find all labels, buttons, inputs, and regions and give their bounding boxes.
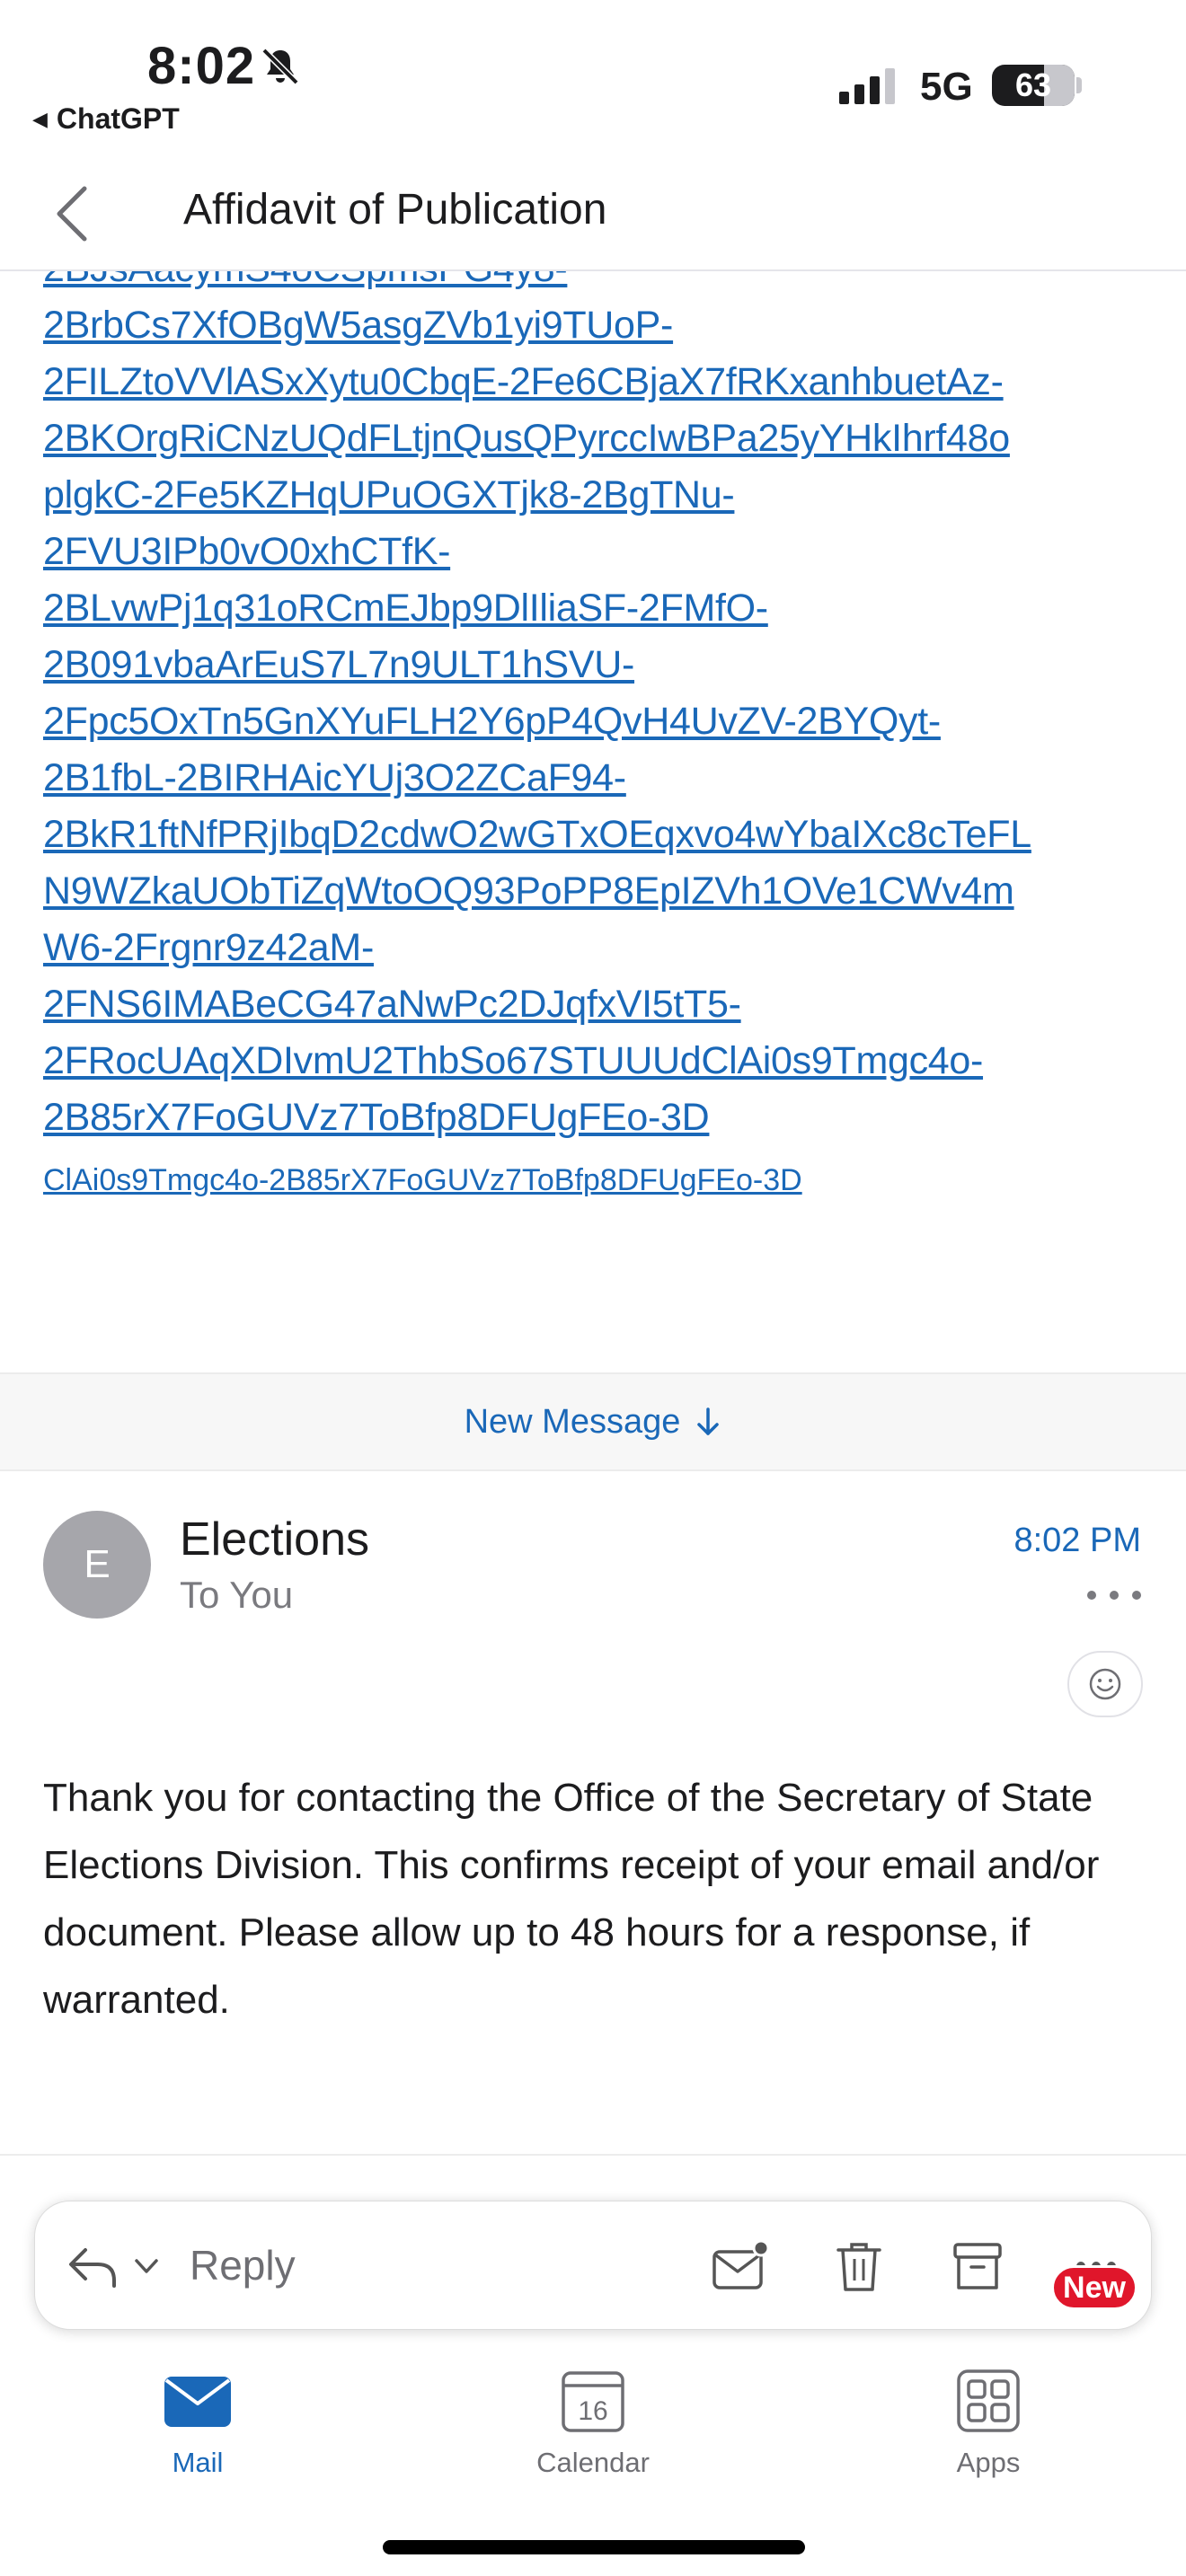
more-options-icon[interactable] — [1087, 1577, 1141, 1613]
network-label: 5G — [920, 65, 973, 109]
link-block — [43, 241, 1157, 1202]
link-line[interactable]: 2FILZtoVVlASxXytu0CbqE-2Fe6CBjaX7fRKxanhbuetAz- — [43, 360, 1004, 403]
new-message-button[interactable] — [0, 1372, 1186, 1471]
link-line[interactable]: 2Fpc5OxTn5GnXYuFLH2Y6pP4QvH4UvZV-2BYQyt- — [43, 700, 941, 743]
link-line[interactable]: 2FVU3IPb0vO0xhCTfK- — [43, 530, 451, 573]
divider — [0, 2154, 1186, 2156]
calendar-date: 16 — [578, 2396, 608, 2426]
bell-muted-icon — [259, 45, 302, 88]
status-time: 8:02 — [147, 37, 256, 95]
link-line[interactable]: W6-2Frgnr9z42aM- — [43, 926, 374, 969]
link-line[interactable]: plgkC-2Fe5KZHqUPuOGXTjk8-2BgTNu- — [43, 473, 735, 516]
link-line[interactable]: 2BrbCs7XfOBgW5asgZVb1yi9TUoP- — [43, 304, 674, 347]
new-badge[interactable]: New — [1051, 2265, 1137, 2310]
message-body: Thank you for contacting the Office of the Secretary of State Elections Division. This confirms receipt of your email and/or document. Please allow up to 48 hours for a response, if warranted. — [43, 1776, 1100, 2022]
back-triangle-icon: ◀ — [32, 107, 48, 130]
back-app-label: ChatGPT — [56, 102, 180, 135]
message-time: 8:02 PM — [1013, 1522, 1141, 1559]
link-line[interactable]: 2B1fbL-2BIRHAicYUj3O2ZCaF94- — [43, 756, 626, 799]
avatar-letter: E — [84, 1542, 111, 1586]
archive-icon[interactable] — [948, 2239, 1007, 2293]
link-line-small[interactable]: ClAi0s9Tmgc4o-2B85rX7FoGUVz7ToBfp8DFUgFEo-3D — [43, 1163, 802, 1197]
battery-tip — [1076, 77, 1082, 93]
link-line[interactable]: 2BLvwPj1q31oRCmEJbp9DlIliaSF-2FMfO- — [43, 587, 768, 630]
calendar-icon — [558, 2368, 628, 2434]
link-line[interactable]: 2BkR1ftNfPRjIbqD2cdwO2wGTxOEqxvo4wYbaIXc8cTeFL — [43, 813, 1031, 856]
smiley-icon — [1088, 1667, 1122, 1701]
recipient-line[interactable]: To You — [180, 1574, 294, 1616]
link-line[interactable]: 2FNS6IMABeCG47aNwPc2DJqfxVI5tT5- — [43, 983, 741, 1026]
link-line[interactable]: 2B85rX7FoGUVz7ToBfp8DFUgFEo-3D — [43, 1096, 710, 1139]
avatar[interactable] — [43, 1511, 151, 1619]
battery-icon — [992, 65, 1075, 106]
apps-icon — [953, 2368, 1023, 2434]
message-header-bar — [0, 153, 1186, 271]
tab-label: Apps — [956, 2447, 1021, 2478]
tab-apps[interactable] — [890, 2368, 1087, 2479]
reply-button[interactable]: Reply — [190, 2242, 296, 2289]
tab-label: Mail — [172, 2447, 224, 2478]
sender-name[interactable]: Elections — [180, 1513, 369, 1566]
add-reaction-button[interactable] — [1067, 1651, 1143, 1717]
mail-icon — [163, 2368, 233, 2434]
link-line[interactable]: 2BKOrgRiCNzUQdFLtjnQusQPyrccIwBPa25yYHkIhrf48o — [43, 417, 1010, 460]
battery-level: 63 — [1014, 66, 1052, 103]
mark-unread-icon[interactable] — [711, 2239, 770, 2293]
back-to-app-button[interactable] — [32, 102, 180, 136]
home-indicator[interactable] — [383, 2540, 805, 2554]
tab-mail[interactable] — [99, 2368, 296, 2479]
tab-calendar[interactable] — [494, 2368, 692, 2479]
link-line[interactable]: 2B091vbaArEuS7L7n9ULT1hSVU- — [43, 643, 635, 686]
chevron-left-icon[interactable] — [54, 185, 90, 243]
reply-toolbar — [34, 2201, 1152, 2330]
link-line[interactable]: N9WZkaUObTiZqWtoOQ93PoPP8EpIZVh1OVe1CWv4m — [43, 869, 1014, 913]
page-title: Affidavit of Publication — [183, 186, 607, 234]
signal-icon — [839, 68, 900, 104]
status-bar — [0, 0, 1186, 153]
chevron-down-icon[interactable] — [132, 2252, 161, 2280]
arrow-down-icon — [695, 1407, 721, 1437]
reply-icon[interactable] — [66, 2241, 119, 2291]
link-line[interactable]: 2FRocUAqXDIvmU2ThbSo67STUUUdClAi0s9Tmgc4o- — [43, 1039, 984, 1082]
new-message-label: New Message — [464, 1402, 681, 1441]
trash-icon[interactable] — [829, 2239, 889, 2293]
tab-label: Calendar — [536, 2447, 650, 2478]
